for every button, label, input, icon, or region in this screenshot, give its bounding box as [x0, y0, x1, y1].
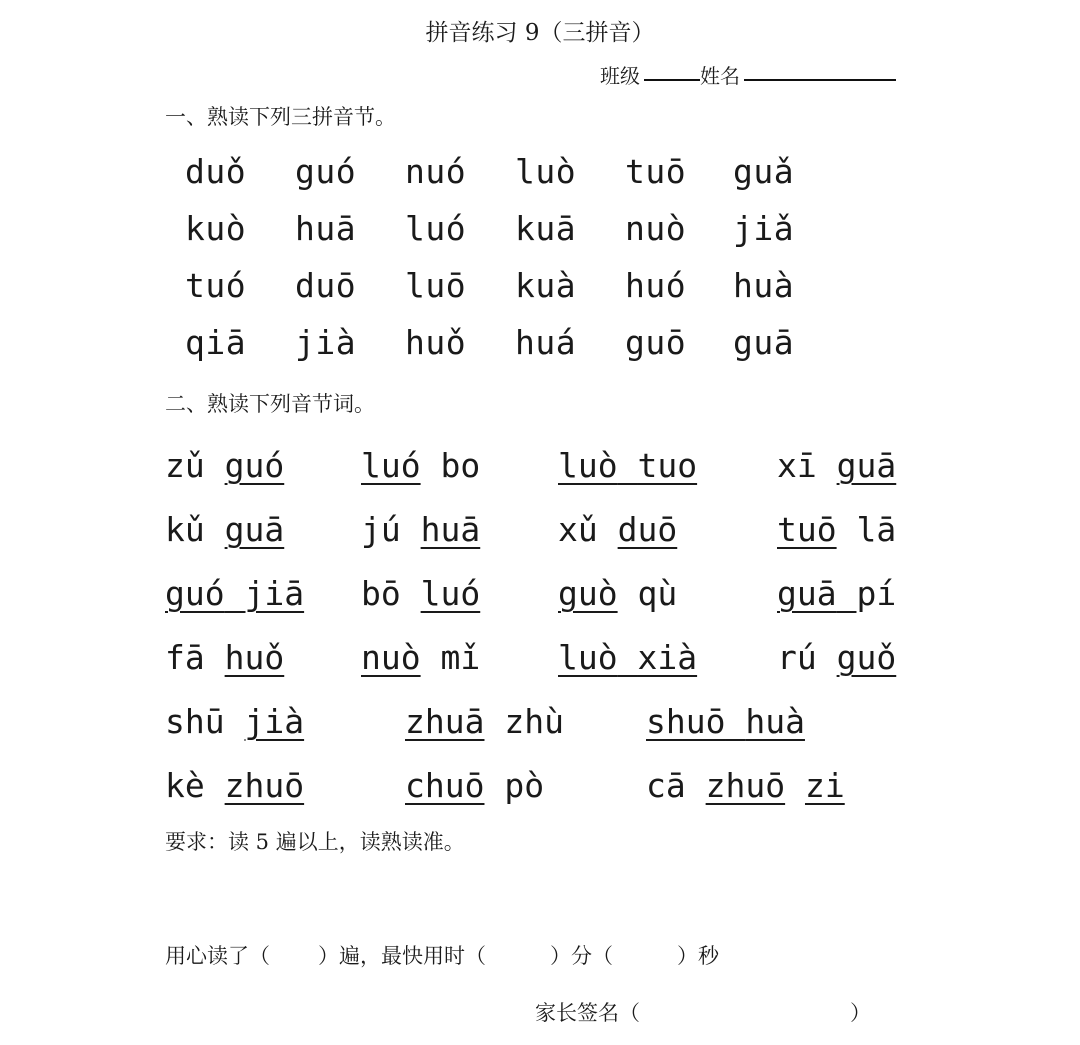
name-label: 姓名 [700, 64, 740, 88]
minutes-label: ）分（ [550, 944, 613, 968]
syllable: rú [777, 638, 817, 677]
syllable: zhuō [705, 766, 786, 805]
syllable: nuò [361, 638, 421, 677]
syllable-cell: guó [295, 152, 357, 191]
name-blank[interactable] [744, 79, 896, 81]
word-ruguo [777, 638, 896, 677]
read-count-line [165, 940, 719, 970]
parent-sign-label: 家长签名（ [535, 1001, 640, 1025]
syllable: guó [224, 446, 285, 485]
word-tuola [777, 510, 896, 549]
word-shuohua [646, 702, 805, 741]
requirement-text: 要求：读 5 遍以上，读熟读准。 [165, 830, 465, 854]
syllable: luò [558, 638, 618, 677]
syllable-cell: kuà [515, 266, 577, 305]
word-kugua [165, 510, 284, 549]
word-cazhuozi [646, 766, 845, 805]
syllable-cell: duǒ [185, 152, 247, 191]
syllable: bo [440, 446, 481, 485]
syllable-cell: tuō [625, 152, 687, 191]
syllable: lā [856, 510, 897, 549]
syllable: luò [558, 446, 618, 485]
syllable: guā [224, 510, 285, 549]
syllable-cell: jiǎ [733, 209, 795, 248]
syllable: bō [361, 574, 401, 613]
word-guoqu [558, 574, 677, 613]
syllable: pí [856, 574, 897, 613]
syllable: tuo [637, 446, 698, 485]
syllable: huǒ [224, 638, 285, 677]
syllable-cell: guō [625, 323, 687, 362]
word-zhuazhu [405, 702, 564, 741]
syllable-cell: huó [625, 266, 687, 305]
syllable-cell: kuā [515, 209, 577, 248]
syllable: huà [745, 702, 805, 741]
syllable-cell: huá [515, 323, 577, 362]
syllable: jiā [244, 574, 305, 613]
word-luoxia [558, 638, 697, 677]
syllable: shuō [646, 702, 726, 741]
syllable: fā [165, 638, 205, 677]
syllable: mǐ [440, 638, 481, 677]
syllable: xī [777, 446, 817, 485]
syllable-cell: huā [295, 209, 357, 248]
syllable: guò [558, 574, 618, 613]
syllable: zhù [504, 702, 564, 741]
syllable: shū [165, 702, 225, 741]
syllable: xǔ [558, 510, 598, 549]
syllable-cell: qiā [185, 323, 247, 362]
parent-signature-line [535, 997, 871, 1027]
syllable-cell: huǒ [405, 323, 467, 362]
syllable-cell: kuò [185, 209, 247, 248]
syllable: zi [804, 766, 845, 805]
syllable: luó [420, 574, 481, 613]
syllable-cell: tuó [185, 266, 247, 305]
page-title: 拼音练习 9（三拼音） [425, 20, 655, 46]
syllable-cell: luó [405, 209, 467, 248]
word-kezhuo [165, 766, 304, 805]
word-juhua [361, 510, 480, 549]
word-shujia [165, 702, 304, 741]
parent-sign-close: ） [850, 1001, 871, 1025]
syllable: guā [777, 574, 837, 613]
word-chuopo [405, 766, 544, 805]
syllable: guǒ [836, 638, 897, 677]
word-luobo [361, 446, 480, 485]
syllable: guā [836, 446, 897, 485]
syllable: tuō [777, 510, 837, 549]
syllable: zhuō [224, 766, 305, 805]
syllable-cell: duō [295, 266, 357, 305]
syllable-cell: jià [295, 323, 357, 362]
word-guapi [777, 574, 896, 613]
syllable: kǔ [165, 510, 205, 549]
syllable: kè [165, 766, 205, 805]
syllable-cell: guǎ [733, 152, 795, 191]
syllable-cell: luō [405, 266, 467, 305]
syllable: guó [165, 574, 225, 613]
syllable-cell: guā [733, 323, 795, 362]
word-xigua [777, 446, 896, 485]
syllable: zǔ [165, 446, 205, 485]
syllable: pò [504, 766, 545, 805]
word-zuguo [165, 446, 284, 485]
section1-heading: 一、熟读下列三拼音节。 [165, 105, 396, 129]
syllable: huā [420, 510, 481, 549]
syllable: luó [361, 446, 421, 485]
word-luotuo [558, 446, 697, 485]
syllable: xià [637, 638, 698, 677]
syllable-cell: huà [733, 266, 795, 305]
word-boluo [361, 574, 480, 613]
read-prefix: 用心读了（ [165, 944, 270, 968]
section2-heading: 二、熟读下列音节词。 [165, 392, 375, 416]
syllable-cell: nuò [625, 209, 687, 248]
word-fahuo [165, 638, 284, 677]
syllable: qù [637, 574, 678, 613]
read-suffix: ）遍，最快用时（ [318, 944, 486, 968]
syllable-cell: luò [515, 152, 577, 191]
syllable: jià [244, 702, 305, 741]
syllable: jú [361, 510, 401, 549]
syllable: duō [617, 510, 678, 549]
word-nuomi [361, 638, 480, 677]
syllable: chuō [405, 766, 485, 805]
syllable-cell: nuó [405, 152, 467, 191]
class-blank[interactable] [644, 79, 700, 81]
word-xuduo [558, 510, 677, 549]
syllable: cā [646, 766, 686, 805]
syllable: zhuā [405, 702, 485, 741]
class-label: 班级 [600, 64, 640, 88]
word-guojia [165, 574, 304, 613]
seconds-label: ）秒 [677, 944, 719, 968]
